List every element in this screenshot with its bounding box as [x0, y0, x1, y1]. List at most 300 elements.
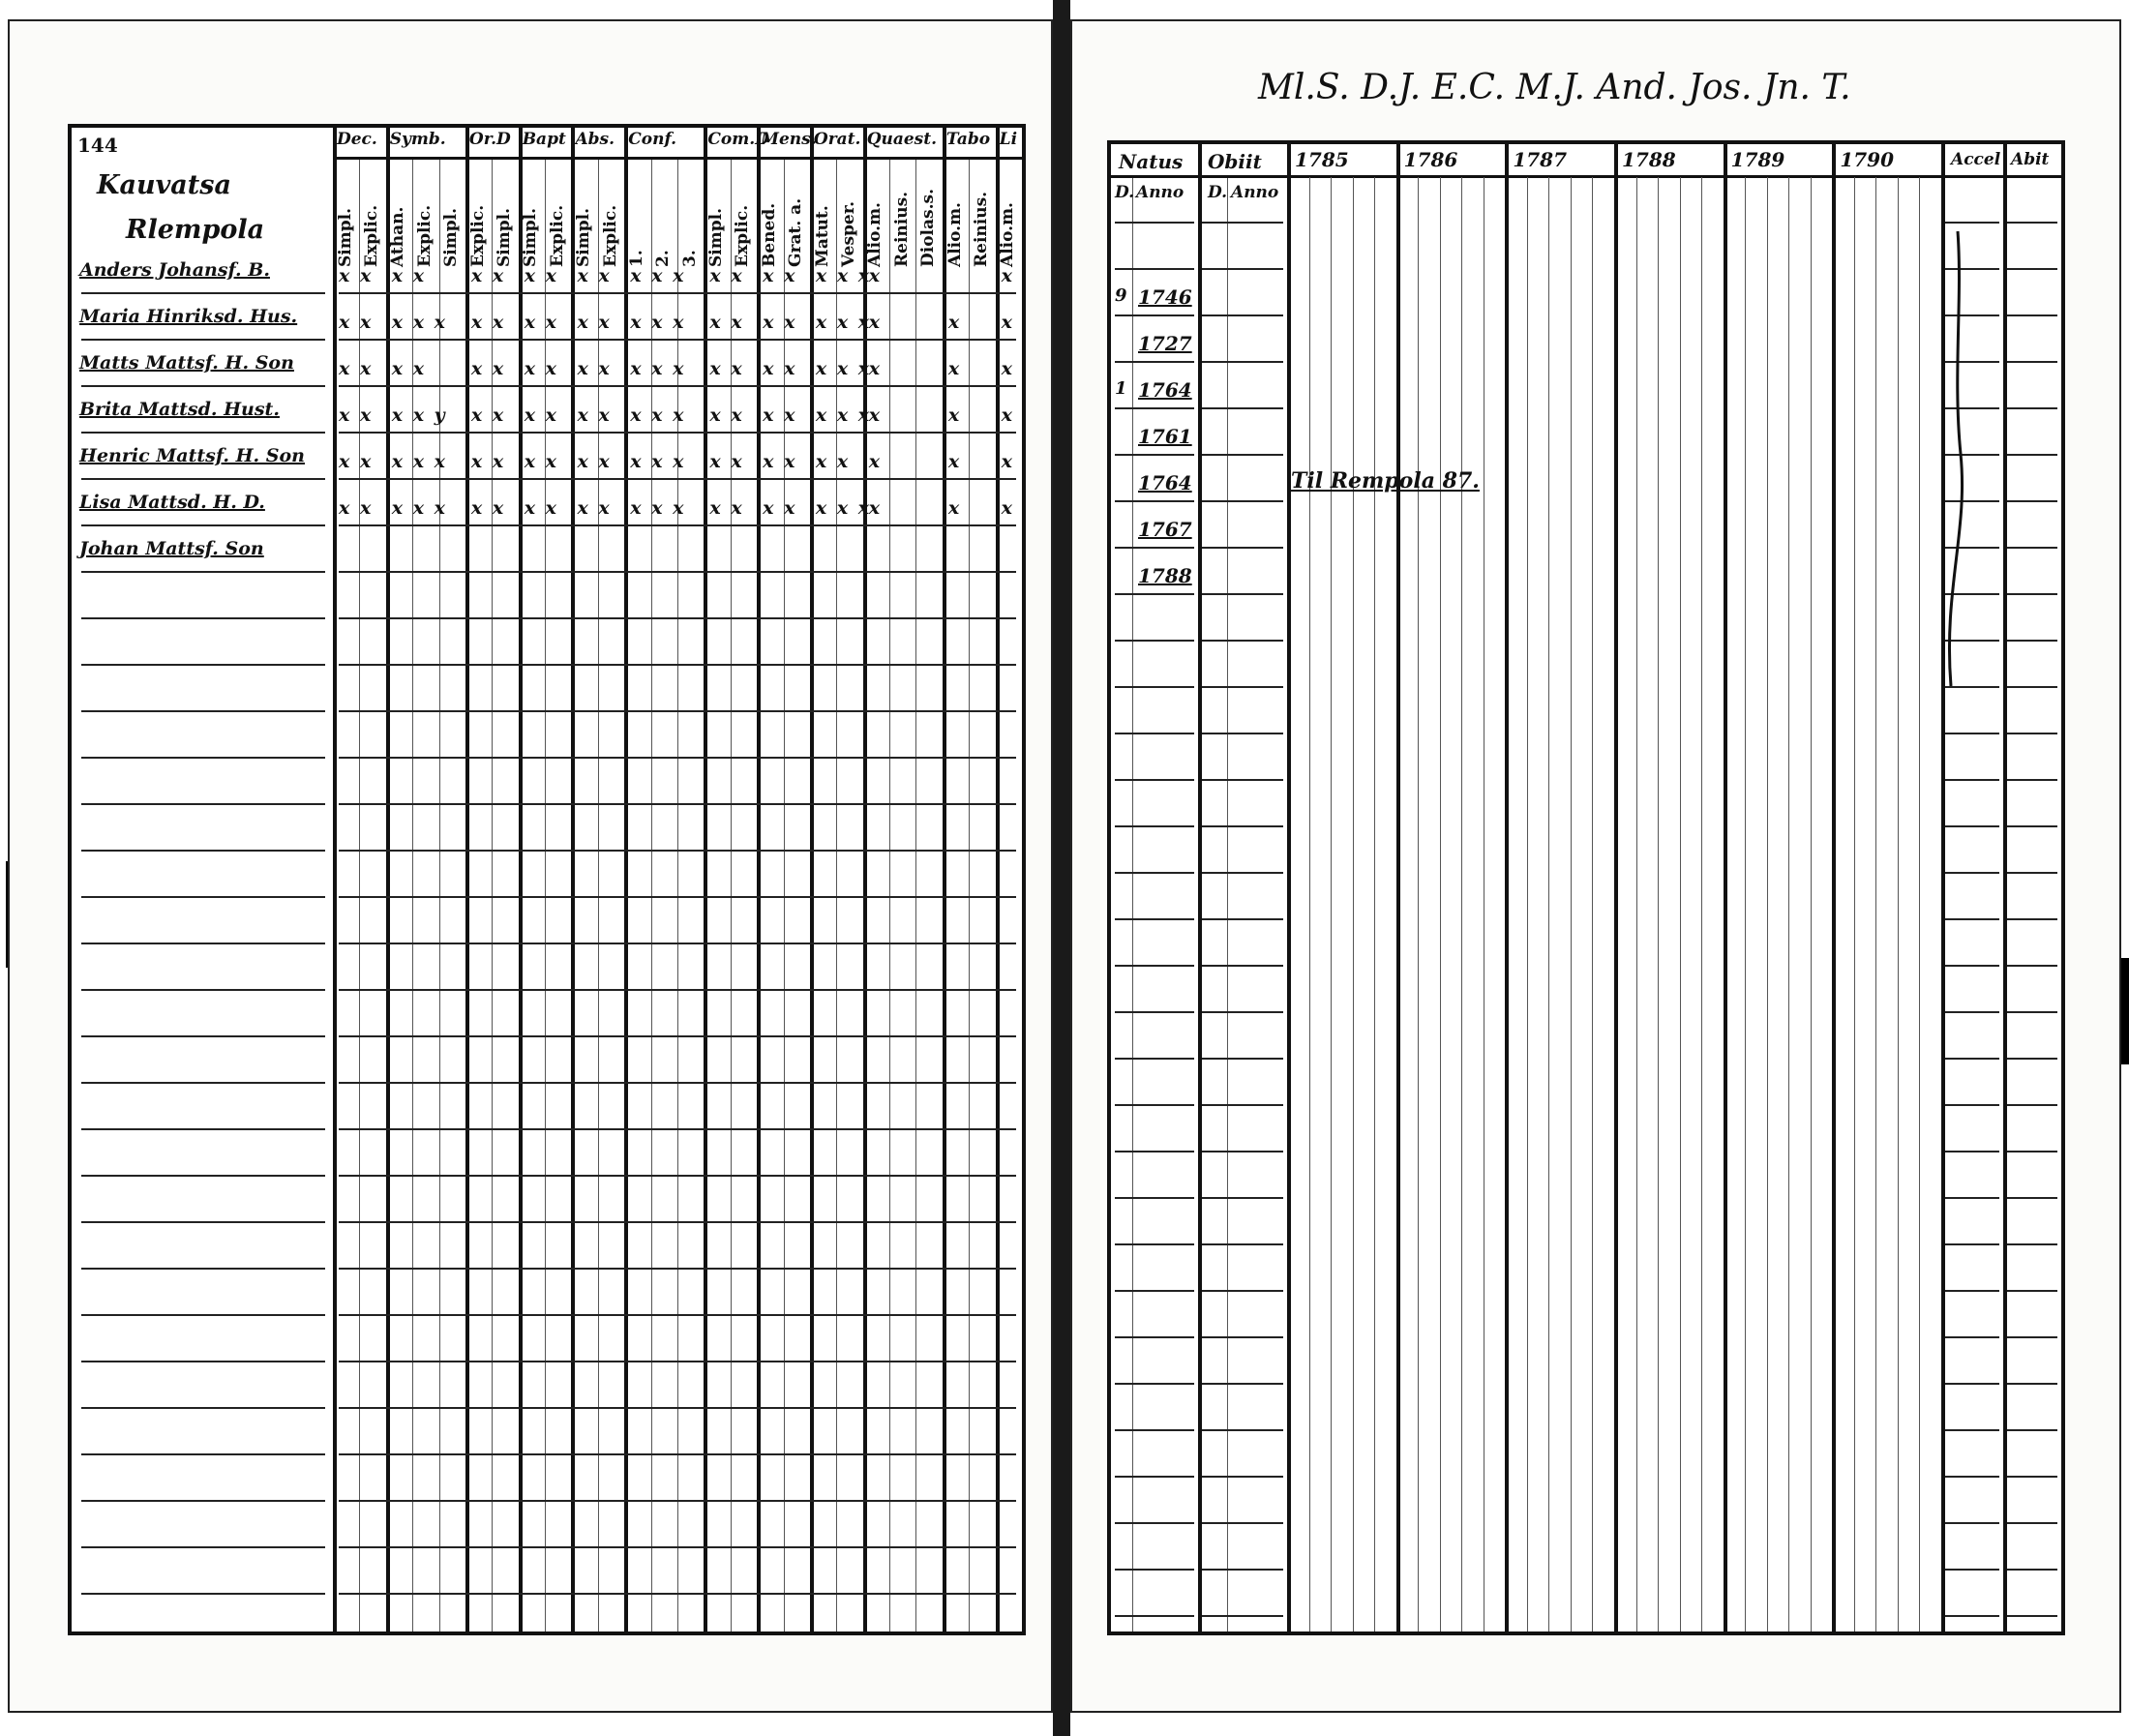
row-line — [81, 1361, 325, 1362]
catechism-mark: x x — [339, 265, 374, 286]
catechism-mark: x x — [709, 404, 744, 426]
year-sub-line — [1571, 177, 1572, 1631]
year-sub-line — [1854, 177, 1855, 1631]
row-line — [1115, 1197, 1194, 1199]
catechism-mark: x x x — [815, 404, 872, 426]
catechism-mark: x x — [339, 404, 374, 426]
column-group-header: Li — [999, 130, 1018, 149]
row-line — [1945, 1151, 1999, 1152]
obiit-header: Obiit — [1208, 150, 1262, 173]
row-line — [339, 617, 1016, 619]
catechism-mark: x x — [470, 497, 506, 519]
row-line — [2007, 361, 2057, 363]
row-line — [1202, 640, 1283, 642]
year-sub-line — [1875, 177, 1876, 1631]
year-sub-line — [1811, 177, 1812, 1631]
year-group-line — [1396, 144, 1400, 1631]
catechism-table — [68, 124, 1026, 1635]
natus-anno-header: Anno — [1136, 183, 1184, 202]
row-line — [339, 1453, 1016, 1455]
row-line — [1202, 314, 1283, 316]
row-line — [81, 1128, 325, 1130]
year-group-line — [1832, 144, 1836, 1631]
group-column-line — [863, 128, 867, 1631]
row-line — [1115, 825, 1194, 827]
year-sub-line — [1440, 177, 1441, 1631]
row-line — [1202, 361, 1283, 363]
birth-year: 1746 — [1138, 285, 1192, 309]
column-group-header: Mens. — [761, 130, 817, 149]
row-line — [1115, 547, 1194, 549]
row-line — [81, 385, 325, 387]
column-sub-header: Simpl. — [521, 208, 541, 267]
year-header: 1788 — [1622, 148, 1676, 171]
catechism-mark: x x — [524, 358, 558, 379]
row-line — [81, 1407, 325, 1409]
fixed-column-line — [1287, 144, 1291, 1631]
farm-name: Rlempola — [126, 215, 265, 245]
group-column-line — [757, 128, 761, 1631]
row-line — [81, 478, 325, 480]
row-line — [2007, 640, 2057, 642]
row-line — [1115, 686, 1194, 688]
row-line — [1115, 733, 1194, 734]
catechism-mark: x x — [763, 497, 797, 519]
year-sub-line — [1331, 177, 1332, 1631]
row-line — [1202, 500, 1283, 502]
catechism-mark: x — [1001, 451, 1014, 472]
row-line — [81, 1268, 325, 1270]
row-line — [2007, 733, 2057, 734]
row-line — [1202, 268, 1283, 270]
catechism-mark: x x x — [630, 404, 686, 426]
year-sub-line — [1353, 177, 1354, 1631]
sub-column-line — [915, 159, 916, 1631]
sub-column-line — [492, 159, 493, 1631]
row-line — [81, 710, 325, 712]
row-line — [1202, 1429, 1283, 1431]
catechism-mark: x x — [524, 451, 558, 472]
accel-header: Accel — [1951, 150, 2001, 169]
catechism-mark: x x — [524, 497, 558, 519]
catechism-mark: x — [947, 358, 962, 379]
column-sub-header: Explic. — [733, 204, 753, 267]
row-line — [339, 1268, 1016, 1270]
row-line — [1202, 1151, 1283, 1152]
year-header: 1786 — [1403, 148, 1458, 171]
catechism-mark: x x x — [815, 312, 872, 333]
year-sub-line — [1309, 177, 1310, 1631]
year-sub-line — [1548, 177, 1549, 1631]
row-line — [2007, 314, 2057, 316]
catechism-mark: x x — [709, 358, 744, 379]
year-sub-line — [1680, 177, 1681, 1631]
row-line — [339, 1128, 1016, 1130]
column-sub-header: Reinius. — [971, 191, 991, 267]
row-line — [2007, 1476, 2057, 1478]
column-group-header: Quaest. — [866, 130, 938, 149]
sub-column-line — [889, 159, 890, 1631]
row-line — [1202, 1383, 1283, 1385]
catechism-mark: x x — [709, 451, 744, 472]
row-line — [1115, 640, 1194, 642]
row-line — [1202, 779, 1283, 781]
row-line — [2007, 1151, 2057, 1152]
catechism-mark: x x — [763, 404, 797, 426]
catechism-mark: x x x — [630, 358, 686, 379]
row-line — [2007, 1243, 2057, 1245]
row-line — [2007, 1429, 2057, 1431]
sub-column-line — [545, 159, 546, 1631]
row-line — [339, 710, 1016, 712]
birth-day: 1 — [1115, 378, 1127, 399]
row-line — [339, 1361, 1016, 1362]
row-line — [339, 1546, 1016, 1548]
row-line — [1202, 1058, 1283, 1060]
sub-column-line — [439, 159, 440, 1631]
year-header: 1789 — [1730, 148, 1785, 171]
row-line — [339, 339, 1016, 341]
row-line — [1945, 1058, 1999, 1060]
column-sub-header: Explic. — [414, 204, 435, 267]
sub-column-line — [359, 159, 360, 1631]
row-line — [2007, 965, 2057, 967]
row-line — [1115, 1243, 1194, 1245]
row-line — [339, 1175, 1016, 1177]
row-line — [1945, 779, 1999, 781]
row-line — [339, 571, 1016, 573]
catechism-mark: x x x — [630, 497, 686, 519]
catechism-mark: x — [868, 358, 883, 379]
catechism-mark: x x — [577, 265, 612, 286]
row-line — [2007, 1569, 2057, 1571]
row-line — [1115, 1336, 1194, 1338]
catechism-mark: x x — [763, 358, 797, 379]
column-group-header: Conf. — [628, 130, 677, 149]
catechism-mark: x x x — [391, 451, 447, 472]
row-line — [2007, 872, 2057, 874]
moved-note: Til Rempola 87. — [1291, 468, 1480, 494]
group-column-line — [571, 128, 575, 1631]
catechism-mark: x x — [577, 404, 612, 426]
column-group-header: Symb. — [389, 130, 446, 149]
group-column-line — [996, 128, 1000, 1631]
row-line — [1945, 1615, 1999, 1617]
birth-year: 1727 — [1138, 332, 1192, 355]
sub-column-line — [677, 159, 678, 1631]
row-line — [1115, 454, 1194, 456]
person-name: Henric Mattsf. H. Son — [79, 445, 305, 466]
fixed-column-line — [2003, 144, 2007, 1631]
row-line — [339, 1500, 1016, 1502]
row-line — [1945, 733, 1999, 734]
column-sub-header: Alio.m. — [865, 202, 885, 267]
row-line — [1202, 733, 1283, 734]
vital-records-table — [1107, 140, 2065, 1635]
row-line — [1202, 547, 1283, 549]
person-name: Johan Mattsf. Son — [79, 538, 264, 559]
row-line — [1945, 1197, 1999, 1199]
column-sub-header: Explic. — [467, 204, 488, 267]
row-line — [1945, 825, 1999, 827]
row-line — [81, 1314, 325, 1316]
catechism-mark: x x x — [815, 358, 872, 379]
group-column-line — [624, 128, 628, 1631]
row-line — [339, 1314, 1016, 1316]
catechism-mark: x x — [339, 312, 374, 333]
catechism-mark: x x — [470, 358, 506, 379]
row-line — [1202, 1336, 1283, 1338]
row-line — [1202, 1569, 1283, 1571]
catechism-mark: x — [947, 312, 962, 333]
catechism-mark: x x x — [630, 265, 686, 286]
column-sub-header: Explic. — [600, 204, 620, 267]
catechism-mark: x x — [524, 404, 558, 426]
year-sub-line — [1592, 177, 1593, 1631]
row-line — [1115, 1058, 1194, 1060]
year-sub-line — [1745, 177, 1746, 1631]
row-line — [2007, 918, 2057, 920]
catechism-mark: x x — [339, 358, 374, 379]
column-sub-header: Simpl. — [335, 208, 355, 267]
column-sub-header: 2. — [653, 250, 674, 267]
catechism-mark: x — [868, 497, 883, 519]
row-line — [1115, 872, 1194, 874]
group-column-line — [519, 128, 523, 1631]
row-line — [339, 524, 1016, 526]
catechism-mark: x — [947, 404, 962, 426]
catechism-mark: x x — [339, 451, 374, 472]
row-line — [1115, 965, 1194, 967]
fixed-column-line — [1198, 144, 1202, 1631]
row-line — [1115, 268, 1194, 270]
row-line — [81, 432, 325, 434]
row-line — [339, 292, 1016, 294]
year-sub-line — [1767, 177, 1768, 1631]
row-line — [1945, 1243, 1999, 1245]
catechism-mark: x x y — [391, 404, 447, 426]
row-line — [81, 1221, 325, 1223]
group-column-line — [810, 128, 814, 1631]
row-line — [1202, 1290, 1283, 1292]
row-line — [2007, 1615, 2057, 1617]
row-line — [1202, 222, 1283, 224]
row-line — [2007, 1522, 2057, 1524]
column-sub-header: Simpl. — [495, 208, 514, 267]
abit-header: Abit — [2011, 150, 2050, 169]
person-name: Maria Hinriksd. Hus. — [79, 306, 298, 327]
column-sub-header: Grat. a. — [786, 197, 806, 267]
year-group-line — [1614, 144, 1618, 1631]
year-sub-line — [1527, 177, 1528, 1631]
catechism-mark: x x — [763, 451, 797, 472]
catechism-mark: x x — [577, 451, 612, 472]
birth-year: 1764 — [1138, 471, 1192, 494]
column-sub-header: 1. — [626, 250, 646, 267]
year-sub-line — [1658, 177, 1659, 1631]
column-sub-header: Alio.m. — [998, 202, 1018, 267]
catechism-mark: x x — [470, 312, 506, 333]
year-header: 1790 — [1840, 148, 1894, 171]
row-line — [81, 896, 325, 898]
sub-column-line — [784, 159, 785, 1631]
catechism-mark: x x — [709, 312, 744, 333]
row-line — [1202, 1615, 1283, 1617]
year-sub-line — [1919, 177, 1920, 1631]
row-line — [2007, 454, 2057, 456]
person-name: Matts Mattsf. H. Son — [79, 352, 294, 374]
row-line — [81, 1593, 325, 1595]
catechism-mark: x x — [391, 265, 427, 286]
catechism-mark: x x — [577, 358, 612, 379]
row-line — [81, 1082, 325, 1084]
column-sub-header: Athan. — [388, 206, 408, 267]
column-sub-header: 3. — [679, 250, 700, 267]
group-column-line — [386, 128, 390, 1631]
year-sub-line — [1461, 177, 1462, 1631]
row-line — [2007, 1058, 2057, 1060]
birth-year: 1761 — [1138, 425, 1192, 448]
row-line — [2007, 686, 2057, 688]
row-line — [339, 943, 1016, 944]
row-line — [81, 757, 325, 759]
catechism-mark: x x x — [391, 497, 447, 519]
row-line — [339, 385, 1016, 387]
catechism-mark: x — [1001, 497, 1014, 519]
row-line — [1115, 1429, 1194, 1431]
column-sub-header: Vesper. — [839, 200, 858, 267]
column-group-header: Dec. — [337, 130, 377, 149]
year-sub-line — [1701, 177, 1702, 1631]
column-sub-header: Explic. — [362, 204, 382, 267]
person-name: Brita Mattsd. Hust. — [79, 399, 280, 420]
birth-year: 1788 — [1138, 564, 1192, 587]
catechism-mark: x — [1001, 312, 1014, 333]
row-line — [81, 571, 325, 573]
name-column-divider — [333, 128, 337, 1631]
catechism-mark: x x x — [815, 265, 872, 286]
catechism-mark: x — [868, 265, 883, 286]
header-group-divider — [333, 157, 1022, 160]
year-sub-line — [1418, 177, 1419, 1631]
sub-column-line — [412, 159, 413, 1631]
row-line — [1202, 454, 1283, 456]
row-line — [1202, 872, 1283, 874]
row-line — [1115, 1569, 1194, 1571]
row-line — [1115, 593, 1194, 595]
row-line — [1115, 1476, 1194, 1478]
row-line — [1115, 779, 1194, 781]
row-line — [339, 757, 1016, 759]
row-line — [1115, 500, 1194, 502]
row-line — [1202, 1011, 1283, 1013]
row-line — [81, 803, 325, 805]
column-sub-header: Simpl. — [574, 208, 594, 267]
column-sub-header: Simpl. — [706, 208, 727, 267]
row-line — [1202, 825, 1283, 827]
row-line — [1115, 1104, 1194, 1106]
fixed-column-line — [1132, 177, 1133, 1631]
row-line — [1202, 965, 1283, 967]
row-line — [2007, 825, 2057, 827]
catechism-mark: x x — [470, 265, 506, 286]
row-line — [2007, 1336, 2057, 1338]
row-line — [2007, 222, 2057, 224]
row-line — [2007, 1197, 2057, 1199]
row-line — [81, 1546, 325, 1548]
column-sub-header: Bened. — [759, 202, 779, 267]
row-line — [1202, 1197, 1283, 1199]
row-line — [1202, 1476, 1283, 1478]
catechism-mark: x x — [577, 497, 612, 519]
birth-year: 1764 — [1138, 378, 1192, 402]
row-line — [81, 664, 325, 666]
column-sub-header: Diolas.s. — [918, 189, 939, 267]
catechism-mark: x — [1001, 404, 1014, 426]
column-sub-header: Reinius. — [891, 191, 912, 267]
row-line — [1945, 1290, 1999, 1292]
page-number: 144 — [77, 134, 118, 157]
row-line — [1115, 361, 1194, 363]
row-line — [1202, 918, 1283, 920]
row-line — [81, 524, 325, 526]
column-group-header: Tabo — [945, 130, 991, 149]
row-line — [1115, 1383, 1194, 1385]
row-line — [2007, 1383, 2057, 1385]
catechism-mark: x — [947, 497, 962, 519]
sub-column-line — [651, 159, 652, 1631]
catechism-mark: x x — [524, 265, 558, 286]
column-group-header: Orat. — [813, 130, 861, 149]
catechism-mark: x — [868, 451, 883, 472]
catechism-mark: x x — [763, 312, 797, 333]
row-line — [1945, 1336, 1999, 1338]
row-line — [2007, 500, 2057, 502]
column-sub-header: Alio.m. — [945, 202, 965, 267]
catechism-mark: x x x — [391, 312, 447, 333]
row-line — [339, 896, 1016, 898]
row-line — [339, 803, 1016, 805]
year-group-line — [1505, 144, 1509, 1631]
row-line — [81, 339, 325, 341]
catechism-mark: x x — [470, 404, 506, 426]
row-line — [1202, 1243, 1283, 1245]
column-sub-header: Matut. — [812, 205, 832, 267]
catechism-mark: x — [947, 451, 962, 472]
row-line — [2007, 407, 2057, 409]
row-line — [2007, 268, 2057, 270]
row-line — [1945, 1522, 1999, 1524]
column-group-header: Abs. — [575, 130, 615, 149]
column-sub-header: Simpl. — [441, 208, 462, 267]
column-group-header: Or.D — [468, 130, 511, 149]
row-line — [1115, 1290, 1194, 1292]
row-line — [1945, 1429, 1999, 1431]
row-line — [81, 292, 325, 294]
top-annotation: Ml.S. D.J. E.C. M.J. And. Jos. Jn. T. — [1258, 68, 1851, 107]
row-line — [2007, 779, 2057, 781]
row-line — [81, 1453, 325, 1455]
catechism-mark: x x — [763, 265, 797, 286]
year-sub-line — [1898, 177, 1899, 1631]
catechism-mark: x x x — [815, 497, 872, 519]
row-line — [2007, 1104, 2057, 1106]
sub-column-line — [969, 159, 970, 1631]
row-line — [339, 1593, 1016, 1595]
year-sub-line — [1636, 177, 1637, 1631]
row-line — [1115, 222, 1194, 224]
row-line — [339, 1407, 1016, 1409]
